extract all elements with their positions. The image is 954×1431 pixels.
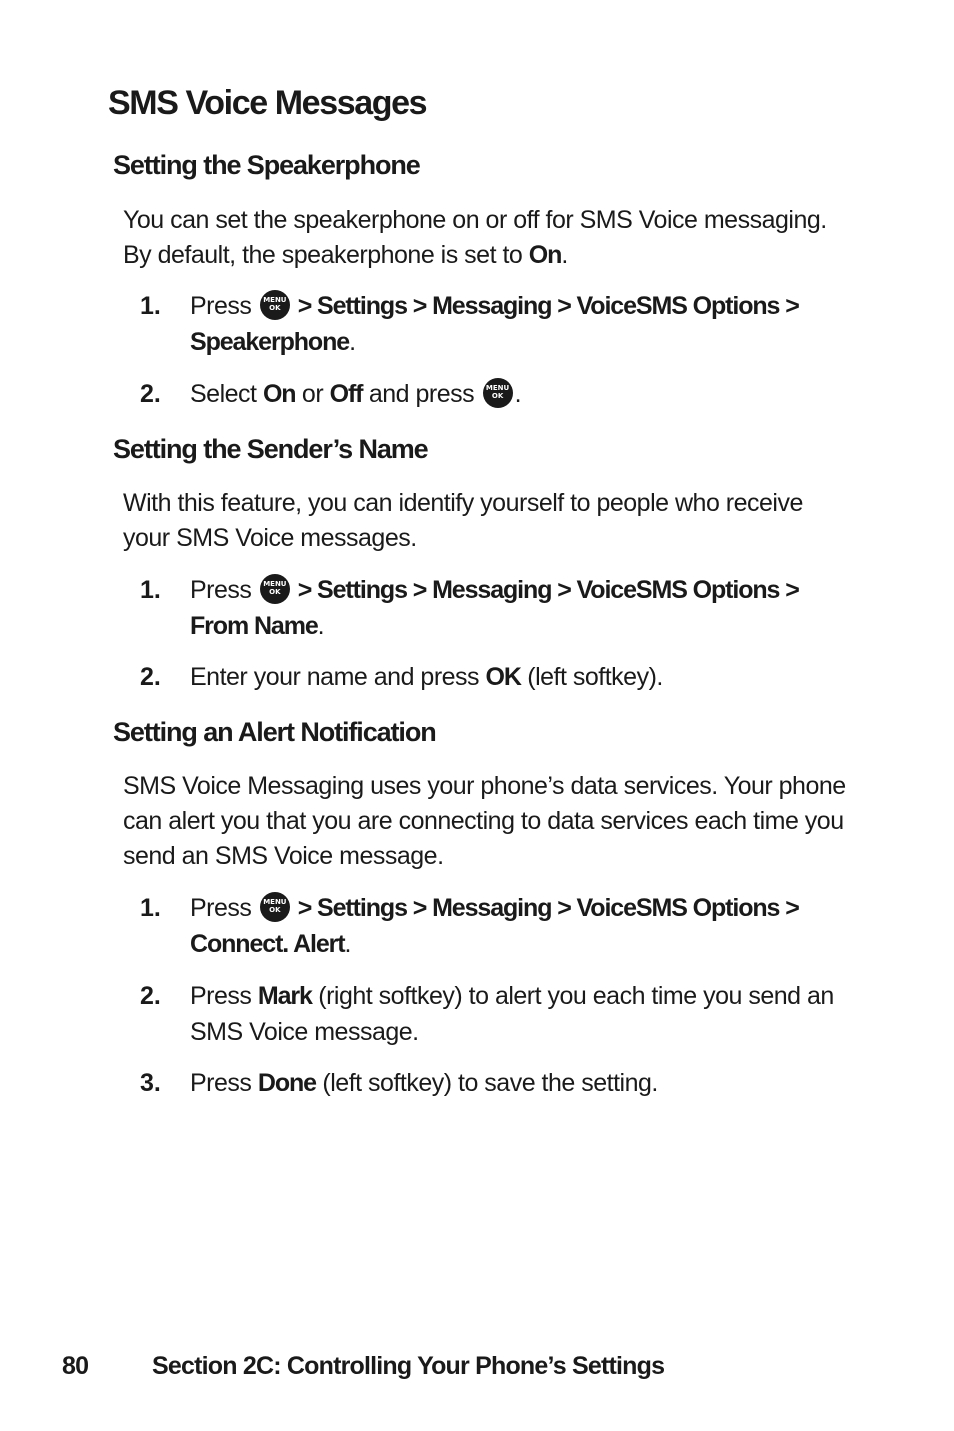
page-number: 80 (62, 1352, 89, 1380)
step-text: Press MENU OK > Settings > Messaging > VoiceSMS Options > Speakerphone. (190, 292, 799, 356)
step-number: 2. (140, 982, 161, 1010)
step-text: Press Done (left softkey) to save the setting. (190, 1069, 658, 1097)
step-text: Enter your name and press OK (left softkey). (190, 663, 663, 691)
step-number: 3. (140, 1069, 161, 1097)
section-heading-alert-notification: Setting an Alert Notification (113, 717, 436, 747)
step-number: 1. (140, 894, 161, 922)
step-text: Press MENU OK > Settings > Messaging > VoiceSMS Options > From Name. (190, 576, 799, 640)
speakerphone-intro: You can set the speakerphone on or off for SMS Voice messaging. By default, the speakerphone is set to On. (123, 206, 827, 269)
alert-notification-intro: SMS Voice Messaging uses your phone’s data services. Your phone can alert you that you are connecting to data services each time you send an SMS Voice message. (123, 772, 846, 870)
menu-ok-key-icon: MENU OK (260, 290, 290, 320)
menu-ok-key-icon: MENU OK (260, 574, 290, 604)
section-footer: Section 2C: Controlling Your Phone’s Settings (152, 1352, 665, 1380)
menu-ok-key-icon: MENU OK (260, 892, 290, 922)
senders-name-intro: With this feature, you can identify yourself to people who receive your SMS Voice messages. (123, 489, 803, 552)
step-text: Select On or Off and press MENU OK . (190, 380, 522, 408)
page-title: SMS Voice Messages (108, 84, 427, 122)
step-text: Press MENU OK > Settings > Messaging > VoiceSMS Options > Connect. Alert. (190, 894, 799, 958)
step-text: Press Mark (right softkey) to alert you each time you send an SMS Voice message. (190, 982, 834, 1046)
step-number: 2. (140, 663, 161, 691)
menu-ok-key-icon: MENU OK (483, 378, 513, 408)
step-number: 1. (140, 292, 161, 320)
section-heading-senders-name: Setting the Sender’s Name (113, 434, 428, 464)
step-number: 1. (140, 576, 161, 604)
step-number: 2. (140, 380, 161, 408)
section-heading-speakerphone: Setting the Speakerphone (113, 150, 420, 180)
